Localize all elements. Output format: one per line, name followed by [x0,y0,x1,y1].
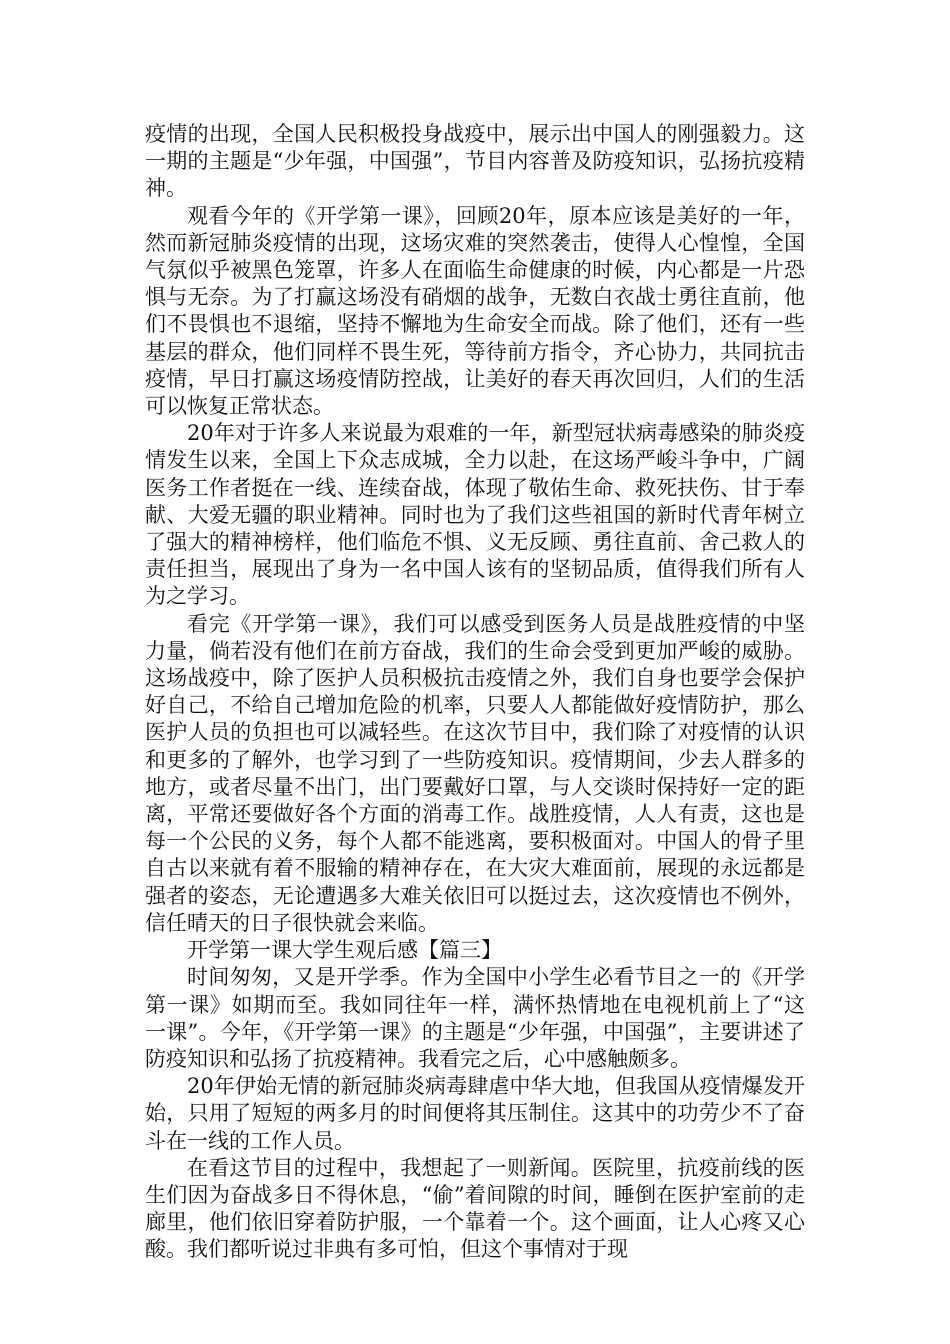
paragraph: 20年对于许多人来说最为艰难的一年，新型冠状病毒感染的肺炎疫情发生以来，全国上下众志成城，全力以赴，在这场严峻斗争中，广阔医务工作者挺在一线、连续奋战，体现了敬佑生命、救死扶伤、甘于奉献、大爱无疆的职业精神。同时也为了我们这些祖国的新时代青年树立了强大的精神榜样，他们临危不惧、义无反顾、勇往直前、舍己救人的责任担当，展现出了身为一名中国人该有的坚韧品质，值得我们所有人为之学习。 [145,421,805,609]
paragraph: 疫情的出现，全国人民积极投身战疫中，展示出中国人的刚强毅力。这一期的主题是“少年强，中国强”，节目内容普及防疫知识，弘扬抗疫精神。 [145,122,805,201]
section-heading: 开学第一课大学生观后感【篇三】 [187,938,502,963]
paragraph: 时间匆匆，又是开学季。作为全国中小学生必看节目之一的《开学第一课》如期而至。我如同往年一样，满怀热情地在电视机前上了“这一课”。今年，《开学第一课》的主题是“少年强，中国强”，主要讲述了防疫知识和弘扬了抗疫精神。我看完之后，心中感触颇多。 [145,965,805,1071]
paragraph: 观看今年的《开学第一课》，回顾20年，原本应该是美好的一年，然而新冠肺炎疫情的出现，这场灾难的突然袭击，使得人心惶惶，全国气氛似乎被黑色笼罩，许多人在面临生命健康的时候，内心都是一片恐惧与无奈。为了打赢这场没有硝烟的战争，无数白衣战士勇往直前，他们不畏惧也不退缩，坚持不懈地为生命安全而战。除了他们，还有一些基层的群众，他们同样不畏生死，等待前方指令，齐心协力，共同抗击疫情，早日打赢这场疫情防控战，让美好的春天再次回归，人们的生活可以恢复正常状态。 [145,203,805,419]
document-page [145,121,805,1264]
paragraph: 在看这节目的过程中，我想起了一则新闻。医院里，抗疫前线的医生们因为奋战多日不得休息，“偷”着间隙的时间，睡倒在医护室前的走廊里，他们依旧穿着防护服，一个靠着一个。这个画面，让人心疼又心酸。我们都听说过非典有多可怕，但这个事情对于现 [145,1155,805,1262]
paragraph: 看完《开学第一课》，我们可以感受到医务人员是战胜疫情的中坚力量，倘若没有他们在前方奋战，我们的生命会受到更加严峻的威胁。这场战疫中，除了医护人员积极抗击疫情之外，我们自身也要学会保护好自己，不给自己增加危险的机率，只要人人都能做好疫情防护，那么医护人员的负担也可以减轻些。在这次节目中，我们除了对疫情的认识和更多的了解外，也学习到了一些防疫知识。疫情期间，少去人群多的地方，或者尽量不出门，出门要戴好口罩，与人交谈时保持好一定的距离，平常还要做好各个方面的消毒工作。战胜疫情，人人有责，这也是每一个公民的义务，每个人都不能逃离，要积极面对。中国人的骨子里自古以来就有着不服输的精神存在，在大灾大难面前，展现的永远都是强者的姿态，无论遭遇多大难关依旧可以挺过去，这次疫情也不例外，信任晴天的日子很快就会来临。 [145,611,805,935]
paragraph: 20年伊始无情的新冠肺炎病毒肆虐中华大地，但我国从疫情爆发开始，只用了短短的两多月的时间便将其压制住。这其中的功劳少不了奋斗在一线的工作人员。 [145,1074,805,1153]
